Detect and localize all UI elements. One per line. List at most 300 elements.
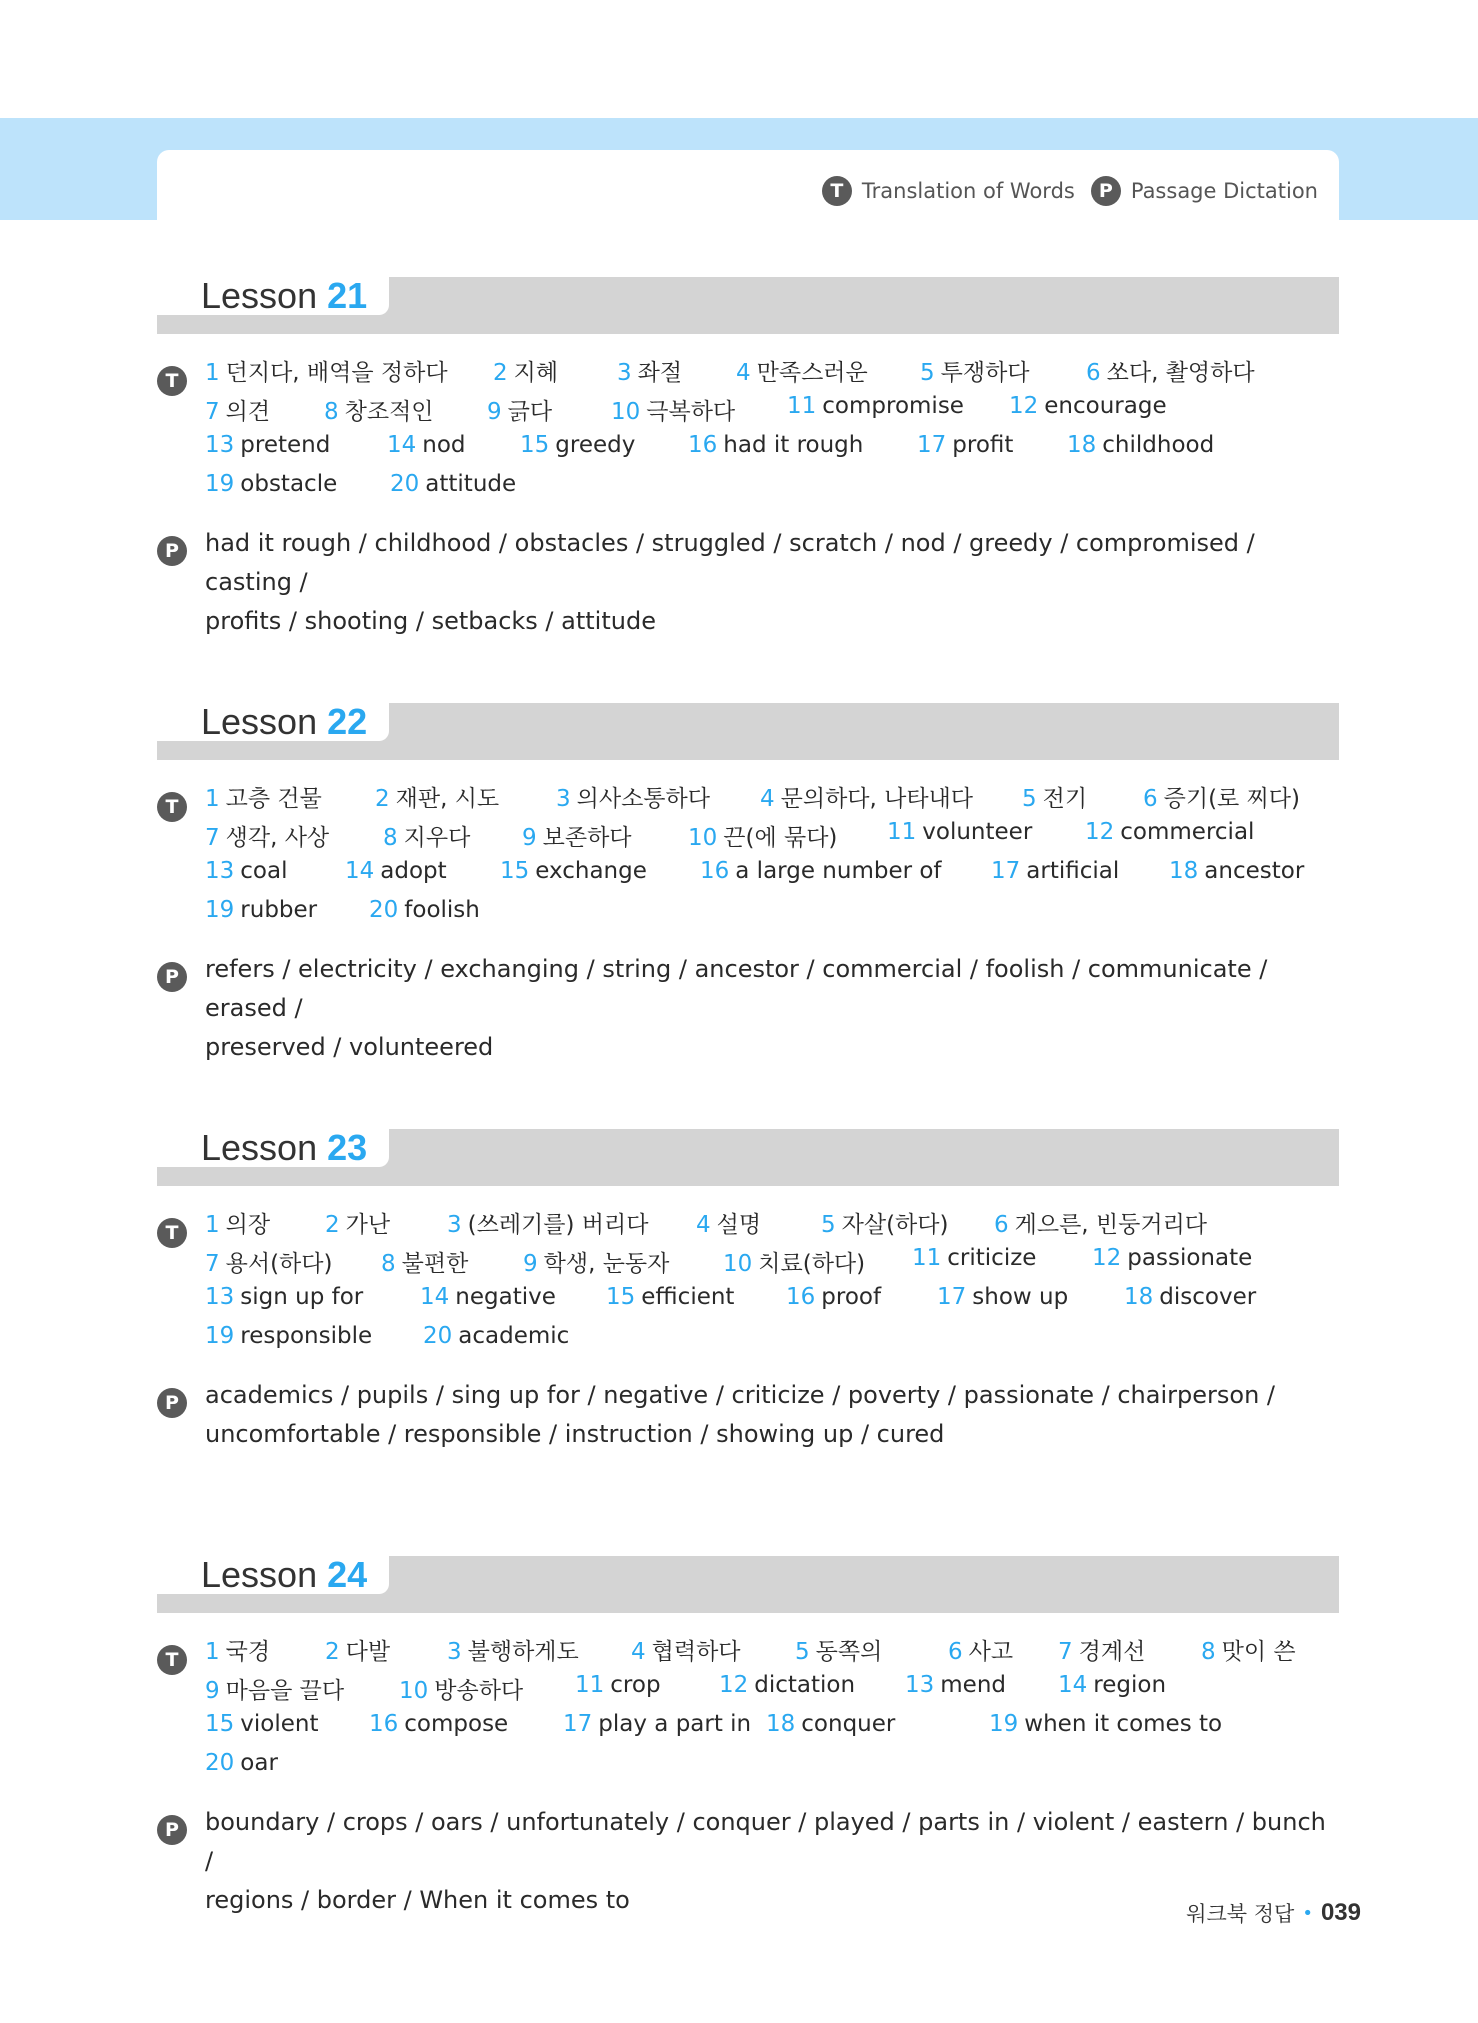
p-circle-icon: P [157, 1388, 187, 1418]
legend [822, 176, 1318, 206]
item-text: 용서(하다) [225, 1251, 333, 1277]
item-text: 전기 [1042, 786, 1088, 812]
item-number: 12 [719, 1672, 749, 1698]
item-number: 10 [399, 1678, 429, 1704]
word-row [205, 897, 1339, 936]
item-text: artificial [1026, 858, 1120, 884]
item-number: 1 [205, 786, 220, 812]
item-number: 3 [556, 786, 571, 812]
lesson-section [157, 1556, 1339, 1920]
item-number: 18 [1067, 432, 1097, 458]
item-number: 15 [520, 432, 550, 458]
item-number: 16 [688, 432, 718, 458]
word-item [556, 780, 710, 813]
word-item [205, 1245, 332, 1278]
word-item [1092, 1245, 1252, 1271]
item-number: 19 [205, 1323, 235, 1349]
item-number: 11 [912, 1245, 942, 1271]
word-item [1058, 1672, 1166, 1698]
item-text: 좌절 [637, 360, 683, 386]
word-item [500, 858, 647, 884]
item-text: encourage [1044, 393, 1167, 419]
item-text: profit [952, 432, 1014, 458]
dictation-line: boundary / crops / oars / unfortunately / conquer / played / parts in / violent / eastern / bunch / [205, 1808, 1326, 1875]
dictation-section [157, 1803, 1339, 1920]
word-item [719, 1672, 855, 1698]
item-number: 5 [920, 360, 935, 386]
word-item [723, 1245, 865, 1278]
item-number: 16 [786, 1284, 816, 1310]
item-text: 지우다 [403, 825, 471, 851]
word-item [700, 858, 942, 884]
word-row [205, 393, 1339, 432]
item-text: 투쟁하다 [940, 360, 1030, 386]
lesson-label: Lesson [201, 1554, 318, 1595]
word-item [487, 393, 552, 426]
item-text: 의견 [225, 399, 271, 425]
word-item [205, 1711, 319, 1737]
item-text: 의장 [225, 1212, 271, 1238]
word-item [920, 354, 1030, 387]
item-text: nod [422, 432, 466, 458]
item-number: 12 [1085, 819, 1115, 845]
dictation-section [157, 524, 1339, 641]
word-item [523, 1245, 669, 1278]
word-item [205, 471, 337, 497]
item-number: 2 [325, 1212, 340, 1238]
item-text: responsible [240, 1323, 373, 1349]
item-number: 13 [205, 432, 235, 458]
lesson-header-bar [157, 703, 1339, 760]
word-item [606, 1284, 734, 1310]
t-circle-icon: T [157, 1645, 187, 1675]
word-row [205, 1633, 1339, 1672]
word-item [1067, 432, 1214, 458]
item-number: 19 [989, 1711, 1019, 1737]
item-text: negative [455, 1284, 556, 1310]
word-item [205, 354, 448, 387]
lesson-section [157, 703, 1339, 1067]
item-text: 맛이 쓴 [1221, 1639, 1296, 1665]
item-number: 20 [205, 1750, 235, 1776]
item-number: 12 [1009, 393, 1039, 419]
p-circle-icon: P [1091, 176, 1121, 206]
item-text: 의사소통하다 [576, 786, 710, 812]
dictation-line: preserved / volunteered [205, 1033, 494, 1061]
word-item [205, 1672, 344, 1705]
item-text: dictation [754, 1672, 856, 1698]
lesson-number: 23 [327, 1127, 368, 1168]
word-item [205, 1284, 363, 1310]
word-row [205, 1206, 1339, 1245]
lesson-title [157, 277, 389, 315]
item-text: academic [458, 1323, 570, 1349]
item-number: 11 [575, 1672, 605, 1698]
word-row [205, 1284, 1339, 1323]
word-item [399, 1672, 523, 1705]
word-row [205, 354, 1339, 393]
translation-section [157, 354, 1339, 510]
dictation-section [157, 950, 1339, 1067]
word-row [205, 780, 1339, 819]
item-number: 9 [523, 1251, 538, 1277]
p-circle-icon: P [157, 962, 187, 992]
item-number: 8 [324, 399, 339, 425]
item-number: 3 [447, 1212, 462, 1238]
item-number: 9 [522, 825, 537, 851]
word-item [423, 1323, 569, 1349]
word-item [447, 1633, 579, 1666]
item-number: 6 [1143, 786, 1158, 812]
item-number: 8 [1201, 1639, 1216, 1665]
item-text: sign up for [240, 1284, 364, 1310]
dictation-line: refers / electricity / exchanging / string / ancestor / commercial / foolish / communicate / erased / [205, 955, 1268, 1022]
item-number: 12 [1092, 1245, 1122, 1271]
item-text: violent [240, 1711, 319, 1737]
lesson-label: Lesson [201, 1127, 318, 1168]
item-number: 9 [487, 399, 502, 425]
item-number: 1 [205, 1212, 220, 1238]
item-text: 만족스러운 [756, 360, 868, 386]
word-item [1009, 393, 1167, 419]
item-number: 7 [1058, 1639, 1073, 1665]
item-text: oar [240, 1750, 278, 1776]
word-item [760, 780, 973, 813]
item-text: 사고 [968, 1639, 1014, 1665]
t-circle-icon: T [157, 792, 187, 822]
word-item [563, 1711, 751, 1737]
item-text: 자살(하다) [841, 1212, 949, 1238]
word-row [205, 819, 1339, 858]
item-number: 15 [500, 858, 530, 884]
legend-dictation [1091, 176, 1318, 206]
word-item [205, 897, 317, 923]
item-number: 5 [795, 1639, 810, 1665]
item-text: discover [1159, 1284, 1257, 1310]
lesson-label: Lesson [201, 701, 318, 742]
word-item [375, 780, 499, 813]
word-item [520, 432, 635, 458]
item-text: 극복하다 [646, 399, 736, 425]
page-number: 039 [1320, 1899, 1361, 1926]
item-text: 협력하다 [651, 1639, 741, 1665]
p-circle-icon: P [157, 1815, 187, 1845]
item-number: 14 [1058, 1672, 1088, 1698]
word-item [1086, 354, 1255, 387]
item-number: 7 [205, 825, 220, 851]
word-item [905, 1672, 1006, 1698]
dictation-line: uncomfortable / responsible / instruction / showing up / cured [205, 1420, 945, 1448]
word-item [575, 1672, 661, 1698]
item-number: 4 [736, 360, 751, 386]
item-number: 6 [1086, 360, 1101, 386]
item-text: 국경 [225, 1639, 271, 1665]
word-item [522, 819, 632, 852]
item-text: commercial [1120, 819, 1255, 845]
item-text: 증기(로 찌다) [1163, 786, 1300, 812]
item-number: 1 [205, 1639, 220, 1665]
item-text: 재판, 시도 [395, 786, 500, 812]
item-text: 불행하게도 [467, 1639, 579, 1665]
item-number: 18 [1169, 858, 1199, 884]
item-text: obstacle [240, 471, 338, 497]
word-item [325, 1633, 390, 1666]
word-item [205, 1206, 270, 1239]
item-text: 치료(하다) [758, 1251, 866, 1277]
item-text: show up [972, 1284, 1069, 1310]
word-item [786, 1284, 881, 1310]
item-text: 던지다, 배역을 정하다 [225, 360, 448, 386]
item-text: 고층 건물 [225, 786, 322, 812]
item-text: compromise [822, 393, 964, 419]
item-text: passionate [1127, 1245, 1253, 1271]
word-row [205, 432, 1339, 471]
item-number: 19 [205, 471, 235, 497]
item-text: 다발 [345, 1639, 391, 1665]
item-text: had it rough [723, 432, 864, 458]
item-text: exchange [535, 858, 647, 884]
word-item [991, 858, 1119, 884]
item-number: 17 [563, 1711, 593, 1737]
item-text: ancestor [1204, 858, 1305, 884]
word-item [493, 354, 558, 387]
item-text: a large number of [735, 858, 942, 884]
word-item [917, 432, 1013, 458]
lesson-section [157, 277, 1339, 641]
word-row [205, 471, 1339, 510]
item-text: 생각, 사상 [225, 825, 330, 851]
item-number: 16 [700, 858, 730, 884]
word-item [369, 1711, 508, 1737]
item-number: 13 [205, 858, 235, 884]
lesson-section [157, 1129, 1339, 1454]
item-text: rubber [240, 897, 318, 923]
lesson-title [157, 1129, 389, 1167]
item-number: 5 [821, 1212, 836, 1238]
word-row [205, 1245, 1339, 1284]
item-text: greedy [555, 432, 636, 458]
item-number: 6 [948, 1639, 963, 1665]
item-text: when it comes to [1024, 1711, 1223, 1737]
word-item [696, 1206, 761, 1239]
lesson-label: Lesson [201, 275, 318, 316]
item-text: 설명 [716, 1212, 762, 1238]
word-item [611, 393, 735, 426]
item-number: 10 [611, 399, 641, 425]
word-item [688, 819, 837, 852]
item-text: proof [821, 1284, 882, 1310]
item-number: 14 [345, 858, 375, 884]
word-item [1201, 1633, 1296, 1666]
dictation-line: regions / border / When it comes to [205, 1886, 630, 1914]
word-item [948, 1633, 1013, 1666]
item-number: 6 [994, 1212, 1009, 1238]
word-item [887, 819, 1032, 845]
item-text: conquer [801, 1711, 896, 1737]
item-text: compose [404, 1711, 509, 1737]
item-number: 10 [688, 825, 718, 851]
word-item [631, 1633, 741, 1666]
item-number: 4 [760, 786, 775, 812]
item-number: 20 [369, 897, 399, 923]
word-item [787, 393, 964, 419]
t-circle-icon: T [157, 366, 187, 396]
item-number: 2 [325, 1639, 340, 1665]
word-item [205, 1750, 278, 1776]
item-number: 13 [205, 1284, 235, 1310]
item-text: childhood [1102, 432, 1215, 458]
item-text: 경계선 [1078, 1639, 1146, 1665]
item-number: 14 [387, 432, 417, 458]
word-item [325, 1206, 390, 1239]
word-item [994, 1206, 1207, 1239]
item-number: 11 [887, 819, 917, 845]
word-item [795, 1633, 882, 1666]
item-text: 불편한 [401, 1251, 469, 1277]
word-item [387, 432, 466, 458]
word-row [205, 1323, 1339, 1362]
item-text: 방송하다 [434, 1678, 524, 1704]
word-item [1058, 1633, 1145, 1666]
word-item [688, 432, 863, 458]
word-item [205, 393, 270, 426]
translation-section [157, 780, 1339, 936]
word-item [345, 858, 447, 884]
item-text: 보존하다 [542, 825, 632, 851]
lesson-number: 24 [327, 1554, 368, 1595]
item-number: 18 [1124, 1284, 1154, 1310]
word-row [205, 858, 1339, 897]
word-item [324, 393, 434, 426]
word-item [205, 1633, 270, 1666]
item-text: coal [240, 858, 288, 884]
item-number: 19 [205, 897, 235, 923]
item-text: efficient [641, 1284, 735, 1310]
item-number: 4 [631, 1639, 646, 1665]
item-text: mend [940, 1672, 1007, 1698]
item-number: 7 [205, 1251, 220, 1277]
footer-bullet: • [1302, 1902, 1313, 1924]
item-number: 16 [369, 1711, 399, 1737]
word-item [736, 354, 868, 387]
word-item [369, 897, 480, 923]
word-row [205, 1711, 1339, 1750]
item-number: 17 [917, 432, 947, 458]
item-number: 7 [205, 399, 220, 425]
item-number: 5 [1022, 786, 1037, 812]
word-item [383, 819, 470, 852]
item-text: 끈(에 묶다) [723, 825, 838, 851]
item-text: pretend [240, 432, 331, 458]
item-text: region [1093, 1672, 1167, 1698]
page-footer [1186, 1898, 1361, 1928]
item-text: foolish [404, 897, 480, 923]
word-item [205, 432, 330, 458]
legend-dictation-label: Passage Dictation [1130, 179, 1318, 203]
item-number: 15 [205, 1711, 235, 1737]
legend-translation-label: Translation of Words [861, 179, 1075, 203]
word-item [1085, 819, 1254, 845]
word-row [205, 1750, 1339, 1789]
item-number: 10 [723, 1251, 753, 1277]
word-item [205, 1323, 372, 1349]
word-item [205, 858, 287, 884]
word-row [205, 1672, 1339, 1711]
word-item [381, 1245, 468, 1278]
item-number: 8 [383, 825, 398, 851]
item-number: 14 [420, 1284, 450, 1310]
item-text: 학생, 눈동자 [543, 1251, 670, 1277]
word-item [205, 819, 329, 852]
item-text: 문의하다, 나타내다 [780, 786, 974, 812]
item-number: 2 [493, 360, 508, 386]
item-text: 가난 [345, 1212, 391, 1238]
dictation-section [157, 1376, 1339, 1454]
item-number: 11 [787, 393, 817, 419]
word-item [205, 780, 322, 813]
word-item [766, 1711, 895, 1737]
dictation-line: had it rough / childhood / obstacles / struggled / scratch / nod / greedy / compromised / casting / [205, 529, 1255, 596]
word-item [821, 1206, 948, 1239]
p-circle-icon: P [157, 536, 187, 566]
word-item [617, 354, 682, 387]
footer-label: 워크북 정답 [1186, 1902, 1295, 1926]
item-number: 9 [205, 1678, 220, 1704]
item-text: 지혜 [513, 360, 559, 386]
item-number: 18 [766, 1711, 796, 1737]
word-item [1143, 780, 1300, 813]
item-number: 3 [447, 1639, 462, 1665]
item-text: 긁다 [507, 399, 553, 425]
item-text: 게으른, 빈둥거리다 [1014, 1212, 1208, 1238]
item-number: 17 [991, 858, 1021, 884]
lesson-header-bar [157, 1129, 1339, 1186]
lesson-number: 21 [327, 275, 368, 316]
item-text: 쏘다, 촬영하다 [1106, 360, 1255, 386]
word-item [1169, 858, 1304, 884]
item-number: 8 [381, 1251, 396, 1277]
item-number: 20 [390, 471, 420, 497]
item-number: 4 [696, 1212, 711, 1238]
word-item [447, 1206, 648, 1239]
t-circle-icon: T [157, 1218, 187, 1248]
lesson-title [157, 1556, 389, 1594]
word-item [937, 1284, 1068, 1310]
item-text: attitude [425, 471, 517, 497]
word-item [420, 1284, 556, 1310]
lesson-header-bar [157, 277, 1339, 334]
dictation-line: profits / shooting / setbacks / attitude [205, 607, 656, 635]
item-text: criticize [947, 1245, 1037, 1271]
t-circle-icon: T [822, 176, 852, 206]
dictation-line: academics / pupils / sing up for / negative / criticize / poverty / passionate / chairperson / [205, 1381, 1275, 1409]
item-text: 창조적인 [344, 399, 434, 425]
word-item [390, 471, 516, 497]
word-item [989, 1711, 1222, 1737]
item-text: 마음을 끌다 [225, 1678, 345, 1704]
item-number: 15 [606, 1284, 636, 1310]
item-text: adopt [380, 858, 447, 884]
item-number: 1 [205, 360, 220, 386]
item-text: volunteer [922, 819, 1033, 845]
item-text: (쓰레기를) 버리다 [467, 1212, 649, 1238]
word-item [912, 1245, 1036, 1271]
item-number: 17 [937, 1284, 967, 1310]
item-number: 3 [617, 360, 632, 386]
legend-translation [822, 176, 1075, 206]
lesson-title [157, 703, 389, 741]
item-text: crop [610, 1672, 661, 1698]
